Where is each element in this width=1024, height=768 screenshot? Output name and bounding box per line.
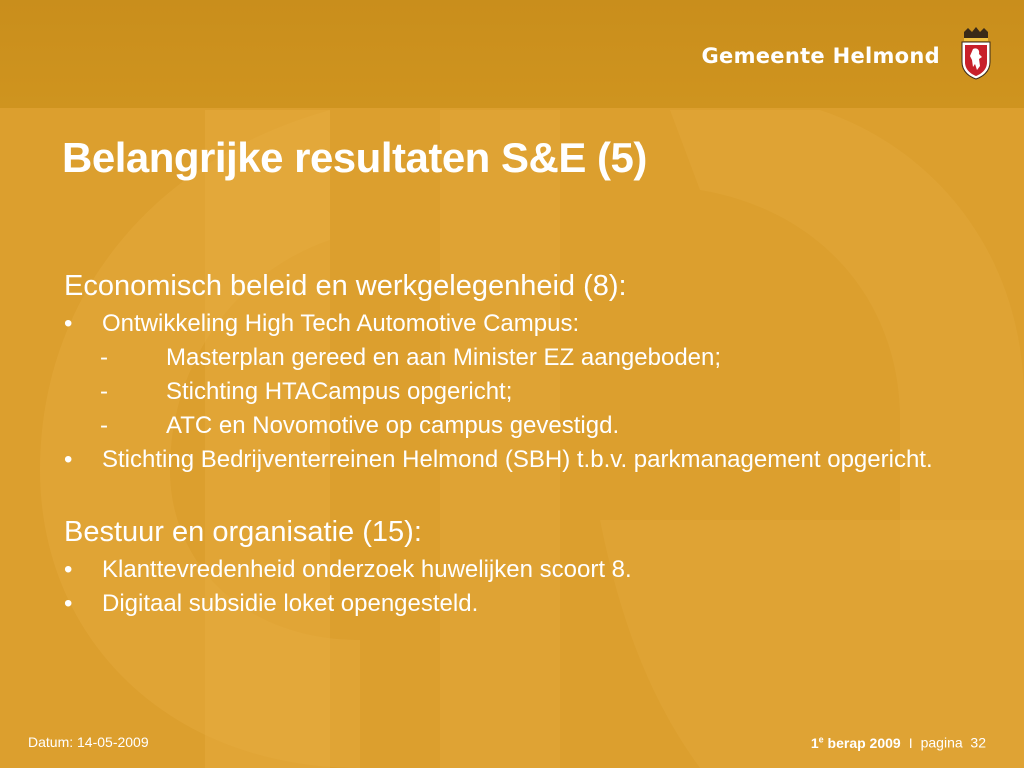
dash-marker: - bbox=[100, 412, 108, 439]
dash-marker: - bbox=[100, 378, 108, 405]
footer-berap bbox=[811, 735, 901, 751]
dash-marker: - bbox=[100, 344, 108, 371]
list-item-text: Digitaal subsidie loket opengesteld. bbox=[102, 590, 479, 617]
page-title: Belangrijke resultaten S&E (5) bbox=[62, 134, 647, 181]
slide-content bbox=[64, 268, 964, 624]
footer-page-info bbox=[811, 734, 986, 751]
section-heading: Bestuur en organisatie (15): bbox=[64, 516, 422, 548]
page-number: 32 bbox=[970, 734, 986, 751]
list-item bbox=[64, 310, 964, 338]
section-heading: Economisch beleid en werkgelegenheid (8): bbox=[64, 270, 627, 302]
sub-list-item-text: ATC en Novomotive op campus gevestigd. bbox=[166, 412, 620, 439]
sub-list-item bbox=[64, 378, 964, 406]
list-item-text: Stichting Bedrijventerreinen Helmond (SBH) t.b.v. parkmanagement opgericht. bbox=[102, 446, 933, 473]
sub-list-item bbox=[64, 344, 964, 372]
berap-number: 1 bbox=[810, 734, 819, 751]
sub-list-item-text: Masterplan gereed en aan Minister EZ aangeboden; bbox=[166, 344, 722, 371]
brand-name: Gemeente Helmond bbox=[701, 44, 940, 68]
berap-superscript: e bbox=[818, 734, 824, 744]
helmond-coat-of-arms-icon bbox=[958, 26, 994, 80]
sub-list-item-text: Stichting HTACampus opgericht; bbox=[166, 378, 513, 405]
sub-list-item bbox=[64, 412, 964, 440]
footer-date: Datum: 14-05-2009 bbox=[28, 734, 149, 750]
bullet-marker: • bbox=[64, 446, 73, 473]
berap-label: berap 2009 bbox=[823, 734, 901, 751]
bullet-marker: • bbox=[64, 590, 73, 617]
list-item bbox=[64, 556, 964, 584]
bullet-marker: • bbox=[64, 556, 73, 583]
bullet-marker: • bbox=[64, 310, 73, 337]
section-spacer bbox=[64, 480, 964, 514]
footer-separator: I bbox=[908, 734, 913, 751]
page-label: pagina bbox=[920, 734, 963, 751]
list-item-text: Klanttevredenheid onderzoek huwelijken scoort 8. bbox=[102, 556, 632, 583]
list-item bbox=[64, 590, 964, 618]
list-item bbox=[64, 446, 964, 474]
list-item-text: Ontwikkeling High Tech Automotive Campus: bbox=[102, 310, 580, 337]
